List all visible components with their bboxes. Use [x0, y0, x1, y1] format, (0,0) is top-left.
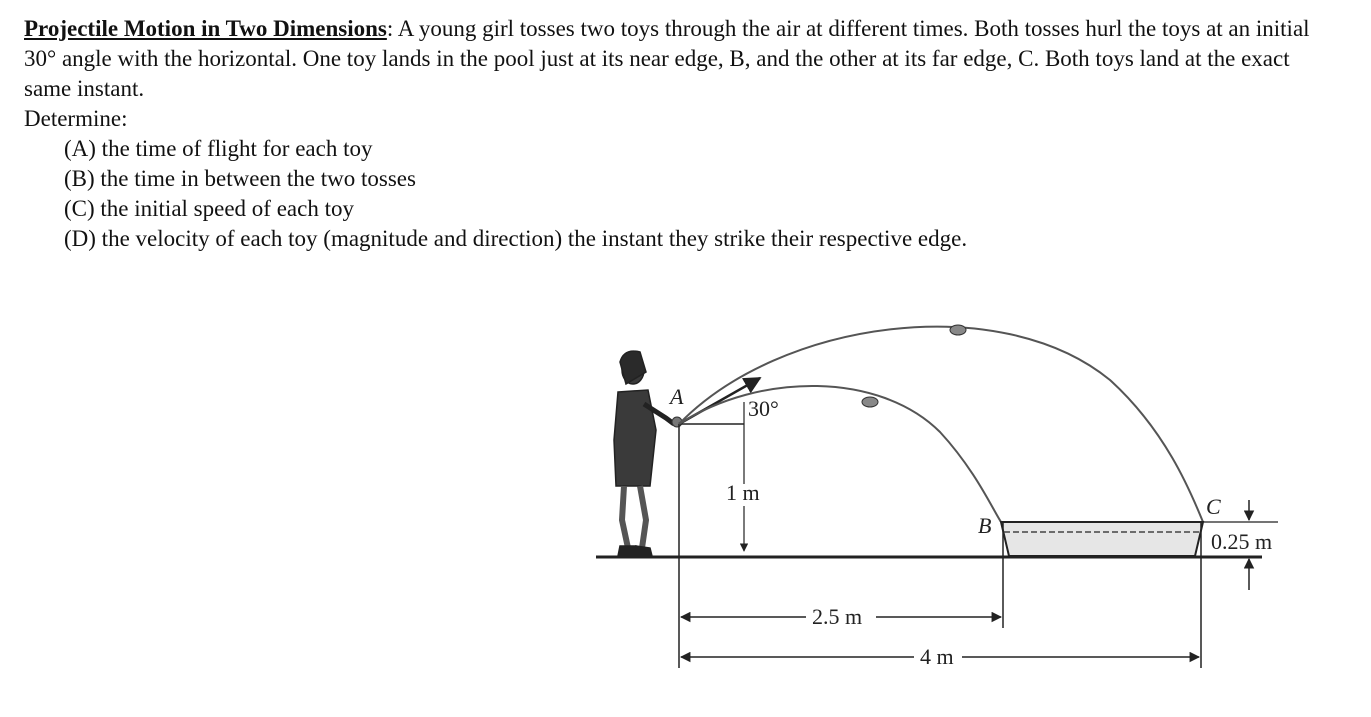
part-c: (C) the initial speed of each toy	[64, 196, 354, 221]
heading-separator: :	[386, 16, 394, 41]
problem-heading: Projectile Motion in Two Dimensions	[24, 16, 387, 41]
toy-in-flight-b	[862, 397, 878, 407]
determine-label: Determine:	[24, 106, 128, 131]
height-label: 1 m	[726, 480, 760, 505]
pool-height-label: 0.25 m	[1211, 529, 1273, 554]
problem-text: A young girl tosses two toys through the air at different times. Both tosses hurl the toys at an initial 30° angle with the horizontal. One toy lands in the pool just at its near edge, B, and the other at its far edge, C. Both toys land at the exact same instant.	[24, 16, 1310, 101]
distance-c-label: 4 m	[920, 644, 954, 669]
point-c-label: C	[1206, 494, 1221, 519]
angle-label: 30°	[748, 396, 779, 421]
toy-in-flight-c	[950, 325, 966, 335]
part-a: (A) the time of flight for each toy	[64, 136, 373, 161]
part-d: (D) the velocity of each toy (magnitude and direction) the instant they strike their respective edge.	[64, 226, 968, 251]
part-b: (B) the time in between the two tosses	[64, 166, 416, 191]
distance-b-label: 2.5 m	[812, 604, 863, 629]
point-a-label: A	[670, 384, 684, 409]
pool	[1001, 522, 1203, 556]
point-b-label: B	[978, 513, 992, 538]
girl-figure	[614, 351, 674, 556]
